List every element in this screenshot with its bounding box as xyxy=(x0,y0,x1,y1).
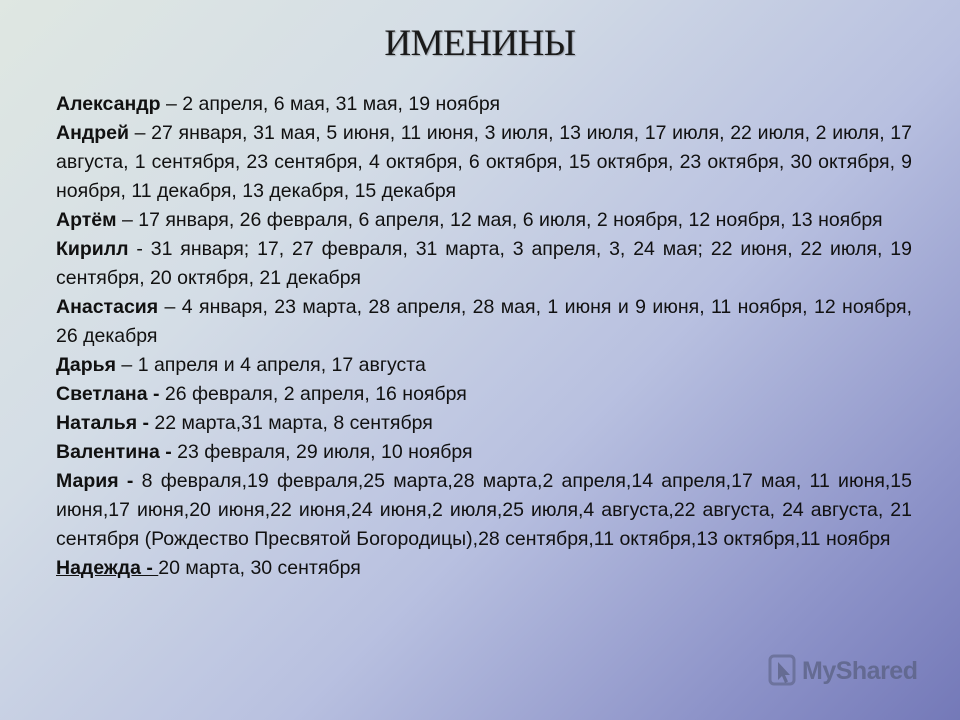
name-entry-darya xyxy=(56,351,912,380)
entry-name: Александр xyxy=(56,93,161,115)
name-entry-andrey xyxy=(56,119,912,206)
entry-dates: – 2 апреля, 6 мая, 31 мая, 19 ноября xyxy=(160,93,501,115)
slide-title: ИМЕНИНЫ xyxy=(384,23,576,64)
entry-name: Артём xyxy=(56,209,117,231)
name-entry-nadezhda xyxy=(56,554,912,583)
name-entry-natalya xyxy=(56,409,912,438)
entry-dates: – 17 января, 26 февраля, 6 апреля, 12 мая, 6 июля, 2 ноября, 12 ноября, 13 ноября xyxy=(116,209,883,231)
mouse-cursor-icon xyxy=(768,654,798,688)
entry-name: Валентина - xyxy=(56,441,172,463)
entry-dates: 8 февраля,19 февраля,25 марта,28 марта,2 апреля,14 апреля,17 мая, 11 июня,15 июня,17 июня,20 июня,22 июня,24 июня,2 июля,25 июля,4 августа,22 августа, 24 августа, 21 сентября (Рождество Пресвятой Богородицы),28 сентября,11 октября,13 октября,11 ноября xyxy=(56,470,912,550)
entry-name: Надежда - xyxy=(56,557,159,579)
entry-dates: – 1 апреля и 4 апреля, 17 августа xyxy=(116,354,426,376)
name-entry-anastasia xyxy=(56,293,912,351)
entry-name: Дарья xyxy=(56,354,117,376)
entry-name: Анастасия xyxy=(56,296,159,318)
entry-name: Наталья - xyxy=(56,412,149,434)
entry-dates: 22 марта,31 марта, 8 сентября xyxy=(149,412,433,434)
entry-name: Андрей xyxy=(56,122,129,144)
entry-name: Светлана - xyxy=(56,383,160,405)
entry-name: Кирилл xyxy=(56,238,129,260)
name-entry-kirill xyxy=(56,235,912,293)
entry-dates: 23 февраля, 29 июля, 10 ноября xyxy=(171,441,473,463)
myshared-logo xyxy=(768,654,917,688)
entry-dates: - 31 января; 17, 27 февраля, 31 марта, 3 апреля, 3, 24 мая; 22 июня, 22 июля, 19 сентября, 20 октября, 21 декабря xyxy=(56,238,912,289)
entry-dates: – 27 января, 31 мая, 5 июня, 11 июня, 3 июля, 13 июля, 17 июля, 22 июля, 2 июля, 17 августа, 1 сентября, 23 сентября, 4 октября, 6 октября, 15 октября, 23 октября, 30 октября, 9 ноября, 11 декабря, 13 декабря, 15 декабря xyxy=(56,122,912,202)
name-entry-artyom xyxy=(56,206,912,235)
entry-dates: 26 февраля, 2 апреля, 16 ноября xyxy=(159,383,467,405)
name-entry-svetlana xyxy=(56,380,912,409)
name-days-list xyxy=(56,90,912,583)
entry-name: Мария - xyxy=(56,470,134,492)
name-entry-valentina xyxy=(56,438,912,467)
logo-text: MyShared xyxy=(802,656,918,685)
entry-dates: 20 марта, 30 сентября xyxy=(158,557,361,579)
name-entry-aleksandr xyxy=(56,90,912,119)
name-entry-maria xyxy=(56,467,912,554)
entry-dates: – 4 января, 23 марта, 28 апреля, 28 мая, 1 июня и 9 июня, 11 ноября, 12 ноября, 26 декабря xyxy=(56,296,912,347)
